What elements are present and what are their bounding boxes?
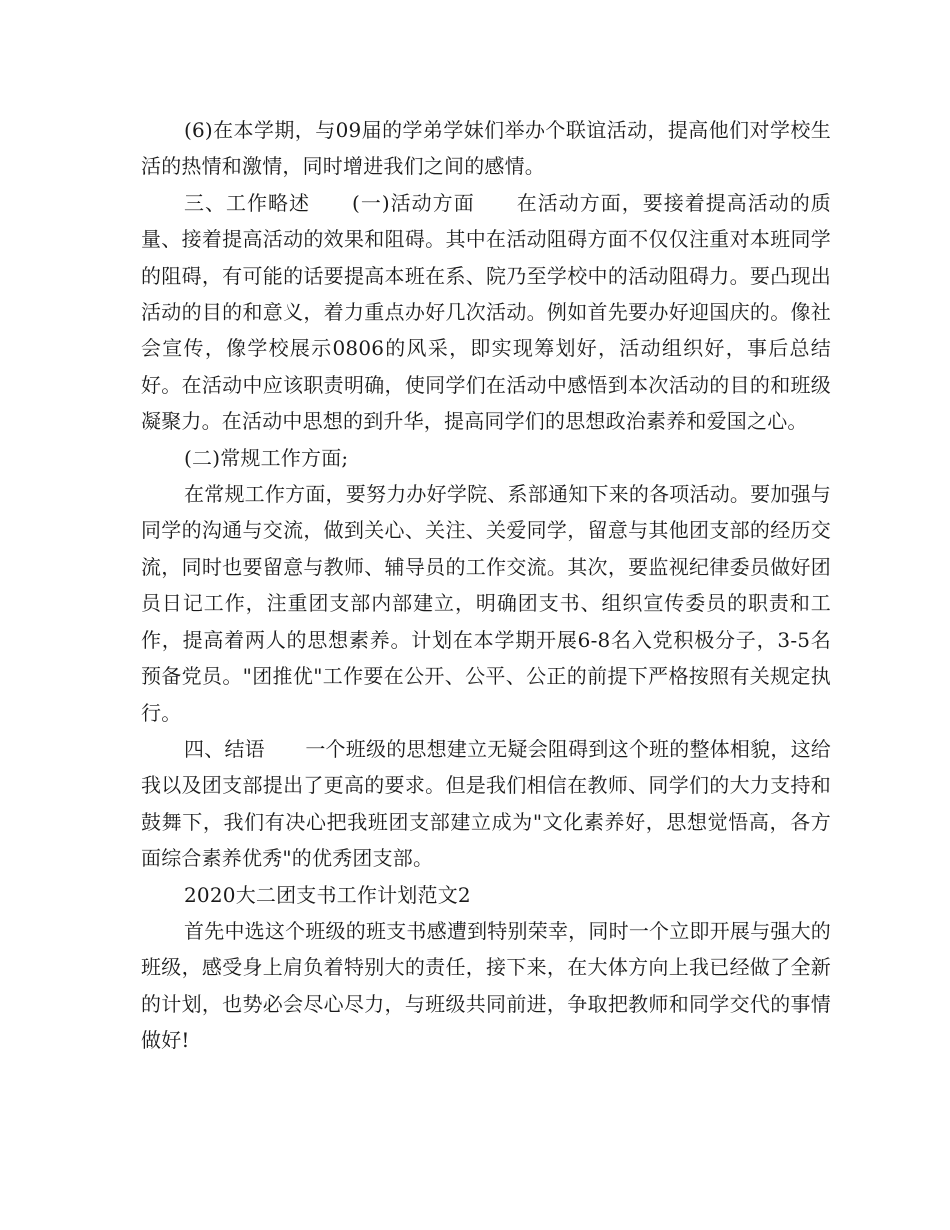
- paragraph-section-3-activities: 三、工作略述 (一)活动方面 在活动方面，要接着提高活动的质量、接着提高活动的效果和阻碍。其中在活动阻碍方面不仅仅注重对本班同学的阻碍，有可能的话要提高本班在系、院乃至学校中的活动阻碍力。要凸现出活动的目的和意义，着力重点办好几次活动。例如首先要办好迎国庆的。像社会宣传，像学校展示0806的风采，即实现筹划好，活动组织好，事后总结好。在活动中应该职责明确，使同学们在活动中感悟到本次活动的目的和班级凝聚力。在活动中思想的到升华，提高同学们的思想政治素养和爱国之心。: [141, 190, 831, 434]
- paragraph-section-4-conclusion: 四、结语 一个班级的思想建立无疑会阻碍到这个班的整体相貌，这给我以及团支部提出了更高的要求。但是我们相信在教师、同学们的大力支持和鼓舞下，我们有决心把我班团支部建立成为"文化素养好，思想觉悟高，各方面综合素养优秀"的优秀团支部。: [141, 736, 831, 871]
- paragraph-activity-item-6: (6)在本学期，与09届的学弟学妹们举办个联谊活动，提高他们对学校生活的热情和激情，同时增进我们之间的感情。: [141, 118, 831, 179]
- paragraph-routine-work: 在常规工作方面，要努力办好学院、系部通知下来的各项活动。要加强与同学的沟通与交流，做到关心、关注、关爱同学，留意与其他团支部的经历交流，同时也要留意与教师、辅导员的工作交流。其次，要监视纪律委员做好团员日记工作，注重团支部内部建立，明确团支书、组织宣传委员的职责和工作，提高着两人的思想素养。计划在本学期开展6-8名入党积极分子，3-5名预备党员。"团推优"工作要在公开、公平、公正的前提下严格按照有关规定执行。: [141, 482, 831, 725]
- section-title-sample-2: 2020大二团支书工作计划范文2: [184, 882, 471, 907]
- document-body: [141, 112, 831, 1059]
- paragraph-sample-2-intro: 首先中选这个班级的班支书感遭到特别荣幸，同时一个立即开展与强大的班级，感受身上肩负着特别大的责任，接下来，在大体方向上我已经做了全新的计划，也势必会尽心尽力，与班级共同前进，争取把教师和同学交代的事情做好!: [141, 918, 831, 1053]
- paragraph-routine-work-heading: (二)常规工作方面;: [184, 445, 349, 470]
